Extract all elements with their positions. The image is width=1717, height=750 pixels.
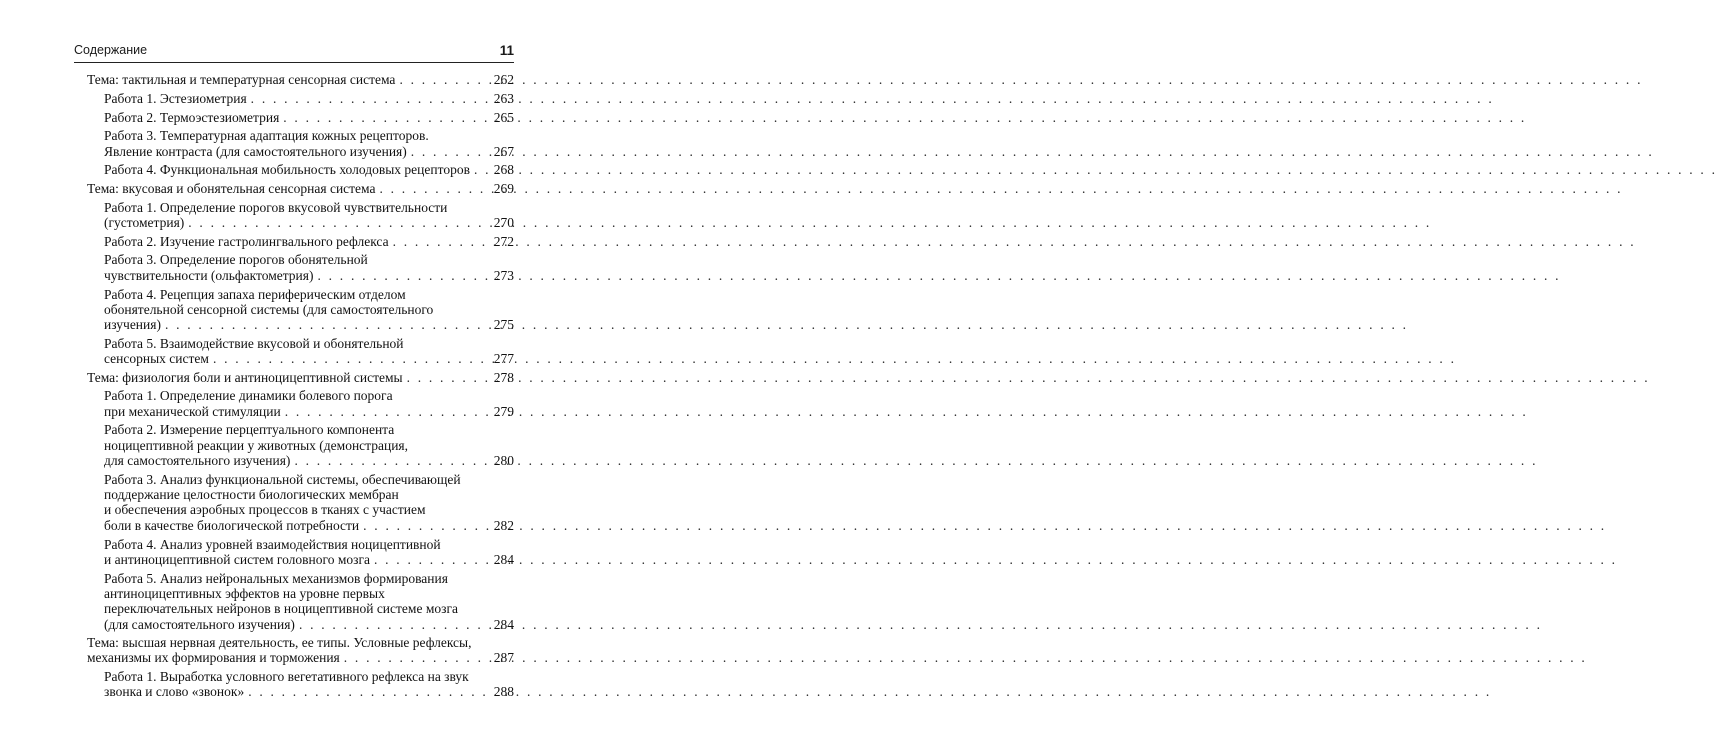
work-entry-line [104, 351, 514, 366]
work-page-number: 288 [493, 684, 514, 700]
toc-work [104, 128, 514, 159]
toc-work [104, 472, 514, 533]
work-text-line: Работа 1. Определение порогов вкусовой чувствительности [104, 199, 448, 215]
toc-work [104, 422, 514, 468]
dot-leader [281, 404, 494, 419]
work-text-line: Работа 3. Определение порогов обонятельной [104, 252, 368, 268]
work-text-line: ноцицептивной реакции у животных (демонстрация, [104, 437, 409, 453]
work-page-number: 275 [493, 317, 514, 333]
toc-work [104, 287, 514, 333]
work-entry-line [104, 518, 514, 533]
work-page-number: 282 [493, 517, 514, 533]
work-entry-line [104, 317, 514, 332]
work-page-number: 279 [493, 403, 514, 419]
toc-work [104, 388, 514, 419]
work-title-text: чувствительности (ольфактометрия) [104, 267, 314, 283]
toc-work [104, 336, 514, 367]
work-title-text: (густометрия) [104, 214, 185, 230]
dot-leader [389, 234, 494, 249]
work-title-text: изучения) [104, 317, 161, 333]
work-entry-line [104, 110, 514, 125]
work-title-text: Работа 1. Эстезиометрия [104, 90, 247, 106]
toc-work [104, 200, 514, 231]
work-text-line: поддержание целостности биологических мембран [104, 487, 399, 503]
dot-leader [470, 162, 494, 177]
work-page-number: 280 [493, 453, 514, 469]
work-entry-line [104, 617, 514, 632]
dot-leader [340, 650, 494, 665]
work-title-text: (для самостоятельного изучения) [104, 616, 295, 632]
dot-leader [403, 370, 494, 385]
work-text-line: Работа 3. Анализ функциональной системы, обеспечивающей [104, 471, 461, 487]
running-head [74, 43, 514, 59]
table-of-contents [87, 72, 514, 699]
book-page [0, 0, 600, 750]
toc-topic [87, 635, 514, 666]
topic-page-number: 269 [493, 180, 514, 196]
work-title-text: звонка и слово «звонок» [104, 684, 245, 700]
work-entry-line [104, 404, 514, 419]
topic-page-number: 262 [493, 72, 514, 87]
running-head-title: Содержание [74, 43, 148, 57]
work-entry-line [104, 215, 514, 230]
dot-leader [290, 453, 493, 468]
work-entry-line [104, 552, 514, 567]
work-title-text: Явление контраста (для самостоятельного изучения) [104, 143, 407, 159]
toc-work [104, 537, 514, 568]
work-text-line: переключательных нейронов в ноцицептивной системе мозга [104, 601, 458, 617]
work-title-text: при механической стимуляции [104, 403, 281, 419]
toc-work [104, 252, 514, 283]
topic-entry-line [87, 370, 514, 385]
topic-entry-line [87, 72, 514, 87]
work-entry-line [104, 91, 514, 106]
dot-leader [184, 215, 493, 230]
topic-title-text: Тема: вкусовая и обонятельная сенсорная система [87, 180, 376, 196]
work-page-number: 273 [493, 267, 514, 283]
work-page-number: 284 [493, 616, 514, 632]
dot-leader [395, 72, 493, 87]
toc-work [104, 234, 514, 249]
dot-leader [314, 268, 494, 283]
toc-work [104, 91, 514, 106]
work-text-line: Работа 5. Взаимодействие вкусовой и обонятельной [104, 335, 404, 351]
topic-title-text: Тема: физиология боли и антиноцицептивной системы [87, 369, 403, 385]
dot-leader [279, 110, 493, 125]
toc-work [104, 669, 514, 700]
dot-leader [359, 518, 494, 533]
work-page-number: 270 [493, 214, 514, 230]
work-title-text: для самостоятельного изучения) [104, 453, 291, 469]
work-text-line: Работа 1. Определение динамики болевого порога [104, 388, 393, 404]
dot-leader [376, 181, 494, 196]
toc-work [104, 110, 514, 125]
page-number: 11 [499, 43, 514, 58]
work-text-line: обонятельной сенсорной системы (для самостоятельного [104, 301, 434, 317]
dot-leader [244, 684, 494, 699]
work-page-number: 263 [493, 90, 514, 106]
work-entry-line [104, 684, 514, 699]
dot-leader [407, 144, 494, 159]
dot-leader [370, 552, 494, 567]
topic-page-number: 278 [493, 369, 514, 385]
topic-title-text: Тема: тактильная и температурная сенсорная система [87, 72, 396, 87]
work-title-text: Работа 2. Изучение гастролингвального рефлекса [104, 233, 389, 249]
header-rule [74, 62, 514, 63]
work-text-line: и обеспечения аэробных процессов в тканях с участием [104, 502, 426, 518]
dot-leader [295, 617, 494, 632]
work-page-number: 284 [493, 551, 514, 567]
work-page-number: 268 [493, 162, 514, 178]
dot-leader [161, 317, 494, 332]
toc-topic [87, 370, 514, 385]
work-entry-line [104, 162, 514, 177]
topic-text-line: Тема: высшая нервная деятельность, ее типы. Условные рефлексы, [87, 634, 472, 650]
work-text-line: Работа 5. Анализ нейрональных механизмов формирования [104, 570, 448, 586]
work-entry-line [104, 234, 514, 249]
work-entry-line [104, 144, 514, 159]
work-title-text: и антиноцицептивной систем головного мозга [104, 551, 370, 567]
work-text-line: антиноцицептивных эффектов на уровне первых [104, 585, 385, 601]
work-page-number: 272 [493, 233, 514, 249]
topic-entry-line [87, 181, 514, 196]
work-title-text: Работа 4. Функциональная мобильность холодовых рецепторов [104, 162, 470, 178]
topic-title-text: механизмы их формирования и торможения [87, 650, 340, 666]
topic-entry-line [87, 650, 514, 665]
work-entry-line [104, 453, 514, 468]
work-page-number: 277 [493, 351, 514, 367]
work-entry-line [104, 268, 514, 283]
toc-work [104, 571, 514, 632]
toc-topic [87, 181, 514, 196]
work-title-text: Работа 2. Термоэстезиометрия [104, 109, 280, 125]
work-text-line: Работа 1. Выработка условного вегетативного рефлекса на звук [104, 668, 469, 684]
work-text-line: Работа 4. Рецепция запаха периферическим отделом [104, 286, 406, 302]
dot-leader [247, 91, 494, 106]
work-title-text: сенсорных систем [104, 351, 209, 367]
work-text-line: Работа 4. Анализ уровней взаимодействия ноцицептивной [104, 536, 441, 552]
topic-page-number: 287 [493, 650, 514, 666]
work-page-number: 267 [493, 143, 514, 159]
toc-topic [87, 72, 514, 87]
work-title-text: боли в качестве биологической потребности [104, 517, 360, 533]
toc-work [104, 162, 514, 177]
work-page-number: 265 [493, 109, 514, 125]
work-text-line: Работа 2. Измерение перцептуального компонента [104, 422, 395, 438]
work-text-line: Работа 3. Температурная адаптация кожных рецепторов. [104, 128, 429, 144]
dot-leader [209, 351, 494, 366]
